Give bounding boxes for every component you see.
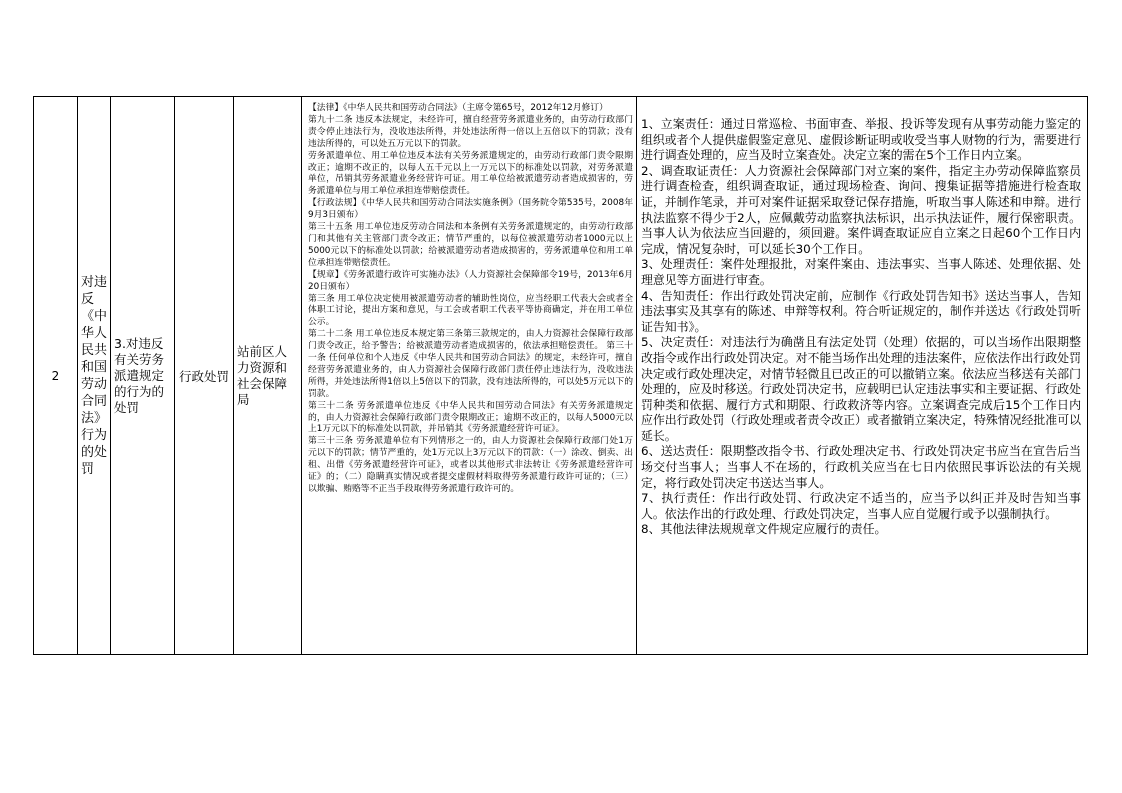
- legal-basis-paragraph: 第三十五条 用工单位违反劳动合同法和本条例有关劳务派遣规定的，由劳动行政部门和其他有关主管部门责令改正；情节严重的，以每位被派遣劳动者1000元以上5000元以下的标准处以罚款；给被派遣劳动者造成损害的，劳务派遣单位和用工单位承担连带赔偿责任。: [308, 222, 633, 268]
- implementing-department: 站前区人力资源和社会保障局: [234, 97, 302, 655]
- power-category: 行政处罚: [175, 97, 234, 655]
- legal-basis-paragraph: 第三十二条 劳务派遣单位违反《中华人民共和国劳动合同法》有关劳务派遣规定的，由人力资源社会保障行政部门责令限期改正；逾期不改正的，以每人5000元以上1万元以下的标准处以罚款，并吊销其《劳务派遣经营许可证》。: [308, 400, 633, 435]
- responsibility-item: 7、执行责任：作出行政处罚、行政决定不适当的，应当予以纠正并及时告知当事人。依法作出的行政处理、行政处罚决定，当事人应自觉履行或予以强制执行。: [641, 491, 1081, 521]
- responsibility-cell: [637, 97, 1088, 655]
- responsibility-item: 8、其他法律法规规章文件规定应履行的责任。: [641, 522, 887, 537]
- legal-basis-paragraph: 【规章】《劳务派遣行政许可实施办法》（人力资源社会保障部令19号，2013年6月20日颁布）: [308, 269, 633, 292]
- legal-basis-paragraph: 【行政法规】《中华人民共和国劳动合同法实施条例》（国务院令第535号，2008年9月3日颁布）: [308, 198, 633, 221]
- legal-basis-paragraph: 第九十二条 违反本法规定，未经许可，擅自经营劳务派遣业务的，由劳动行政部门责令停止违法行为，没收违法所得，并处违法所得一倍以上五倍以下的罚款；没有违法所得的，可以处五万元以下的罚款。: [308, 114, 633, 149]
- legal-basis-cell: [302, 97, 637, 655]
- table-row: [34, 97, 1088, 655]
- responsibility-item: 1、立案责任：通过日常巡检、书面审查、举报、投诉等发现有从事劳动能力鉴定的组织或者个人提供虚假鉴定意见、虚假诊断证明或收受当事人财物的行为，需要进行进行调查处理的，应当及时立案查处。决定立案的需在5个工作日内立案。: [641, 117, 1081, 163]
- legal-basis-paragraph: 【法律】《中华人民共和国劳动合同法》（主席令第65号，2012年12月修订）: [308, 103, 608, 113]
- item-name: 对违反《中华人民共和国劳动合同法》行为的处罚: [78, 97, 111, 655]
- power-list-table: [33, 96, 1088, 655]
- responsibility-item: 4、告知责任：作出行政处罚决定前，应制作《行政处罚告知书》送达当事人，告知违法事实及其享有的陈述、申辩等权利。符合听证规定的，制作并送达《行政处罚听证告知书》。: [641, 288, 1081, 334]
- responsibility-item: 2、调查取证责任：人力资源社会保障部门对立案的案件，指定主办劳动保障监察员进行调查检查，组织调查取证，通过现场检查、询问、搜集证据等措施进行检查取证，并制作笔录，并可对案件证据采取登记保存措施，听取当事人陈述和申辩。进行执法监察不得少于2人，应佩戴劳动监察执法标识，出示执法证件，履行保密职责。当事人认为依法应当回避的，须回避。案件调查取证应自立案之日起60个工作日内完成，情况复杂时，可以延长30个工作日。: [641, 163, 1081, 256]
- legal-basis-paragraph: 第二十二条 用工单位违反本规定第三条第三款规定的，由人力资源社会保障行政部门责令改正，给予警告；给被派遣劳动者造成损害的，依法承担赔偿责任。 第三十一条 任何单位和个人违反《中华人民共和国劳动合同法》的规定，未经许可，擅自经营劳务派遣业务的，由人力资源社会保障行政部门责任停止违法行为，没收违法所得，并处违法所得1倍以上5倍以下的罚款，没有违法所得的，可以处5万元以下的罚款。: [308, 329, 633, 399]
- responsibility-item: 5、决定责任：对违法行为确凿且有法定处罚（处理）依据的，可以当场作出限期整改指令或作出行政处罚决定。对不能当场作出处理的违法案件，应依法作出行政处罚决定或行政处理决定，对情节轻微且已改正的可以撤销立案。依法应当移送有关部门处理的，应及时移送。行政处罚决定书，应载明已认定违法事实和主要证据、行政处罚种类和依据、履行方式和期限、行政救济等内容。立案调查完成后15个工作日内应作出行政处罚（行政处理或者责令改正）或者撤销立案决定，特殊情况经批准可以延长。: [641, 335, 1081, 443]
- legal-basis-paragraph: 第三条 用工单位决定使用被派遣劳动者的辅助性岗位，应当经职工代表大会或者全体职工讨论，提出方案和意见，与工会或者职工代表平等协商确定，并在用工单位公示。: [308, 293, 633, 328]
- row-number: 2: [34, 97, 78, 655]
- legal-basis-paragraph: 劳务派遣单位、用工单位违反本法有关劳务派遣规定的，由劳动行政部门责令限期改正；逾期不改正的，以每人五千元以上一万元以下的标准处以罚款，对劳务派遣单位，吊销其劳务派遣业务经营许可证。用工单位给被派遣劳动者造成损害的，劳务派遣单位与用工单位承担连带赔偿责任。: [308, 150, 633, 197]
- sub-item-name: 3.对违反有关劳务派遣规定的行为的处罚: [111, 97, 175, 655]
- responsibility-item: 3、处理责任：案件处理报批，对案件案由、违法事实、当事人陈述、处理依据、处理意见等方面进行审查。: [641, 257, 1081, 287]
- responsibility-item: 6、送达责任：限期整改指令书、行政处理决定书、行政处罚决定书应当在宣告后当场交付当事人；当事人不在场的，行政机关应当在七日内依照民事诉讼法的有关规定，将行政处罚决定书送达当事人。: [641, 444, 1081, 490]
- legal-basis-paragraph: 第三十三条 劳务派遣单位有下列情形之一的，由人力资源社会保障行政部门处1万元以下的罚款；情节严重的，处1万元以上3万元以下的罚款：（一）涂改、倒卖、出租、出借《劳务派遣经营许可证》，或者以其他形式非法转让《劳务派遣经营许可证》的；（二）隐瞒真实情况或者提交虚假材料取得劳务派遣行政许可证的；（三）以欺骗、贿赂等不正当手段取得劳务派遣行政许可的。: [308, 436, 633, 494]
